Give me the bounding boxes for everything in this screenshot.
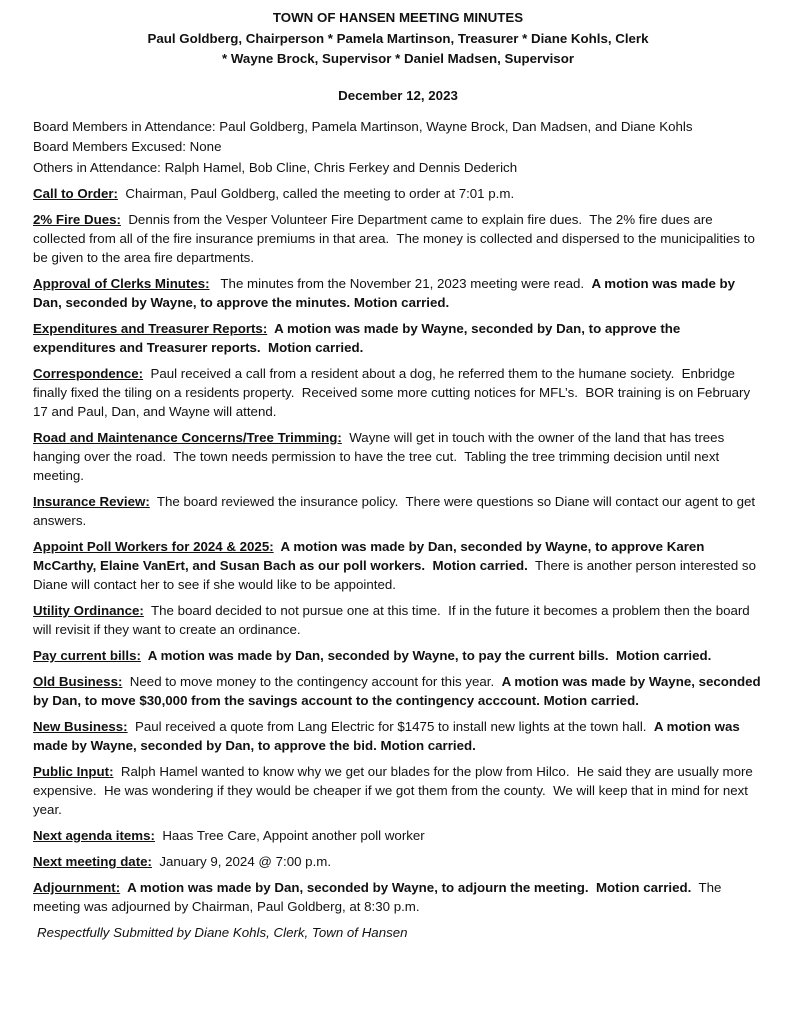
section-label: Utility Ordinance: [33, 603, 144, 618]
section-next-agenda [33, 826, 763, 845]
section-label: New Business: [33, 719, 128, 734]
section-label: Insurance Review: [33, 494, 150, 509]
officers-line-1: Paul Goldberg, Chairperson * Pamela Martinson, Treasurer * Diane Kohls, Clerk [147, 30, 649, 46]
section-public-input [33, 762, 763, 819]
motion-text: A motion was made by Dan, seconded by Wayne, to pay the current bills. Motion carried. [140, 648, 712, 663]
section-label: Public Input: [33, 764, 114, 779]
section-expenditures [33, 319, 763, 357]
members-present: Board Members in Attendance: Paul Goldberg, Pamela Martinson, Wayne Brock, Dan Madsen, and Diane Kohls [33, 118, 693, 134]
section-utility-ordinance [33, 601, 763, 639]
officers-line-2: * Wayne Brock, Supervisor * Daniel Madsen, Supervisor [222, 51, 574, 66]
section-label: Next meeting date: [33, 854, 152, 869]
section-insurance [33, 492, 763, 530]
section-fire-dues [33, 210, 763, 267]
section-road-maintenance [33, 428, 763, 485]
document-title: TOWN OF HANSEN MEETING MINUTES [272, 10, 524, 25]
section-text: Paul received a call from a resident about a dog, he referred them to the humane society. Enbridge finally fixed the tiling on a residents property. Received some more cutting notices for MFL’s. BOR training is on February 17 and Paul, Dan, and Wayne will attend. [33, 366, 754, 419]
motion-text: A motion was made by Wayne, seconded by Dan, to move $30,000 from the savings account to the contingency acccount. Motion carried. [33, 674, 761, 708]
minutes-page [33, 8, 763, 942]
section-text: January 9, 2024 @ 7:00 p.m. [151, 854, 332, 869]
section-label: 2% Fire Dues: [33, 212, 121, 227]
section-label: Expenditures and Treasurer Reports: [33, 321, 268, 336]
section-approval-minutes [33, 274, 763, 312]
section-text: The minutes from the November 21, 2023 meeting were read. [209, 276, 592, 291]
motion-text: A motion was made by Wayne, seconded by Dan, to approve the expenditures and Treasurer reports. Motion carried. [33, 321, 684, 355]
section-correspondence [33, 364, 763, 421]
section-adjournment [33, 878, 763, 916]
section-label: Correspondence: [33, 366, 144, 381]
section-text: Paul received a quote from Lang Electric for $1475 to install new lights at the town hall. [127, 719, 654, 734]
section-text: Need to move money to the contingency account for this year. [122, 674, 502, 689]
section-text: Dennis from the Vesper Volunteer Fire Department came to explain fire dues. The 2% fire dues are collected from all of the fire insurance premiums in that area. The money is collected and dispersed to the municipalities to be given to the area fire departments. [33, 212, 759, 265]
motion-text: A motion was made by Wayne, seconded by Dan, to approve the bid. Motion carried. [33, 719, 740, 753]
section-text: There is another person interested so Diane will contact her to see if she would like to be appointed. [33, 558, 760, 592]
others-present: Others in Attendance: Ralph Hamel, Bob Cline, Chris Ferkey and Dennis Dederich [33, 159, 518, 175]
section-label: Next agenda items: [33, 828, 155, 843]
meeting-date: December 12, 2023 [338, 87, 458, 103]
signoff-line: Respectfully Submitted by Diane Kohls, Clerk, Town of Hansen [37, 925, 408, 940]
attendance-block [33, 117, 763, 179]
section-text: Haas Tree Care, Appoint another poll worker [154, 828, 425, 843]
section-text: Chairman, Paul Goldberg, called the meeting to order at 7:01 p.m. [117, 186, 515, 201]
section-old-business [33, 672, 763, 710]
motion-text: A motion was made by Dan, seconded by Wayne, to approve Karen McCarthy, Elaine VanErt, and Susan Bach as our poll workers. Motion carried. [33, 539, 709, 573]
section-poll-workers [33, 537, 763, 594]
document-header [33, 8, 763, 70]
motion-text: A motion was made by Dan, seconded by Wayne, to adjourn the meeting. Motion carried. [120, 880, 692, 895]
section-label: Pay current bills: [33, 648, 141, 663]
section-text: The meeting was adjourned by Chairman, Paul Goldberg, at 8:30 p.m. [33, 880, 726, 914]
section-text: The board decided to not pursue one at this time. If in the future it becomes a problem then the board will revisit if they want to create an ordinance. [33, 603, 754, 637]
motion-text: A motion was made by Dan, seconded by Wayne, to approve the minutes. Motion carried. [33, 276, 736, 310]
section-text: Wayne will get in touch with the owner of the land that has trees hanging over the road. The town needs permission to have the tree cut. Tabling the tree trimming decision until next meeting. [33, 430, 728, 483]
section-label: Call to Order: [33, 186, 118, 201]
section-call-to-order [33, 184, 763, 203]
section-label: Approval of Clerks Minutes: [33, 276, 210, 291]
section-label: Road and Maintenance Concerns/Tree Trimming: [33, 430, 342, 445]
section-new-business [33, 717, 763, 755]
section-label: Adjournment: [33, 880, 121, 895]
members-excused: Board Members Excused: None [33, 139, 222, 154]
section-pay-bills [33, 646, 763, 665]
section-next-meeting [33, 852, 763, 871]
section-label: Old Business: [33, 674, 123, 689]
section-label: Appoint Poll Workers for 2024 & 2025: [33, 539, 274, 554]
section-text: The board reviewed the insurance policy. There were questions so Diane will contact our agent to get answers. [33, 494, 759, 528]
section-text: Ralph Hamel wanted to know why we get our blades for the plow from Hilco. He said they are usually more expensive. He was wondering if they would be cheaper if we got them from the county. We will keep that in mind for next year. [33, 764, 757, 817]
